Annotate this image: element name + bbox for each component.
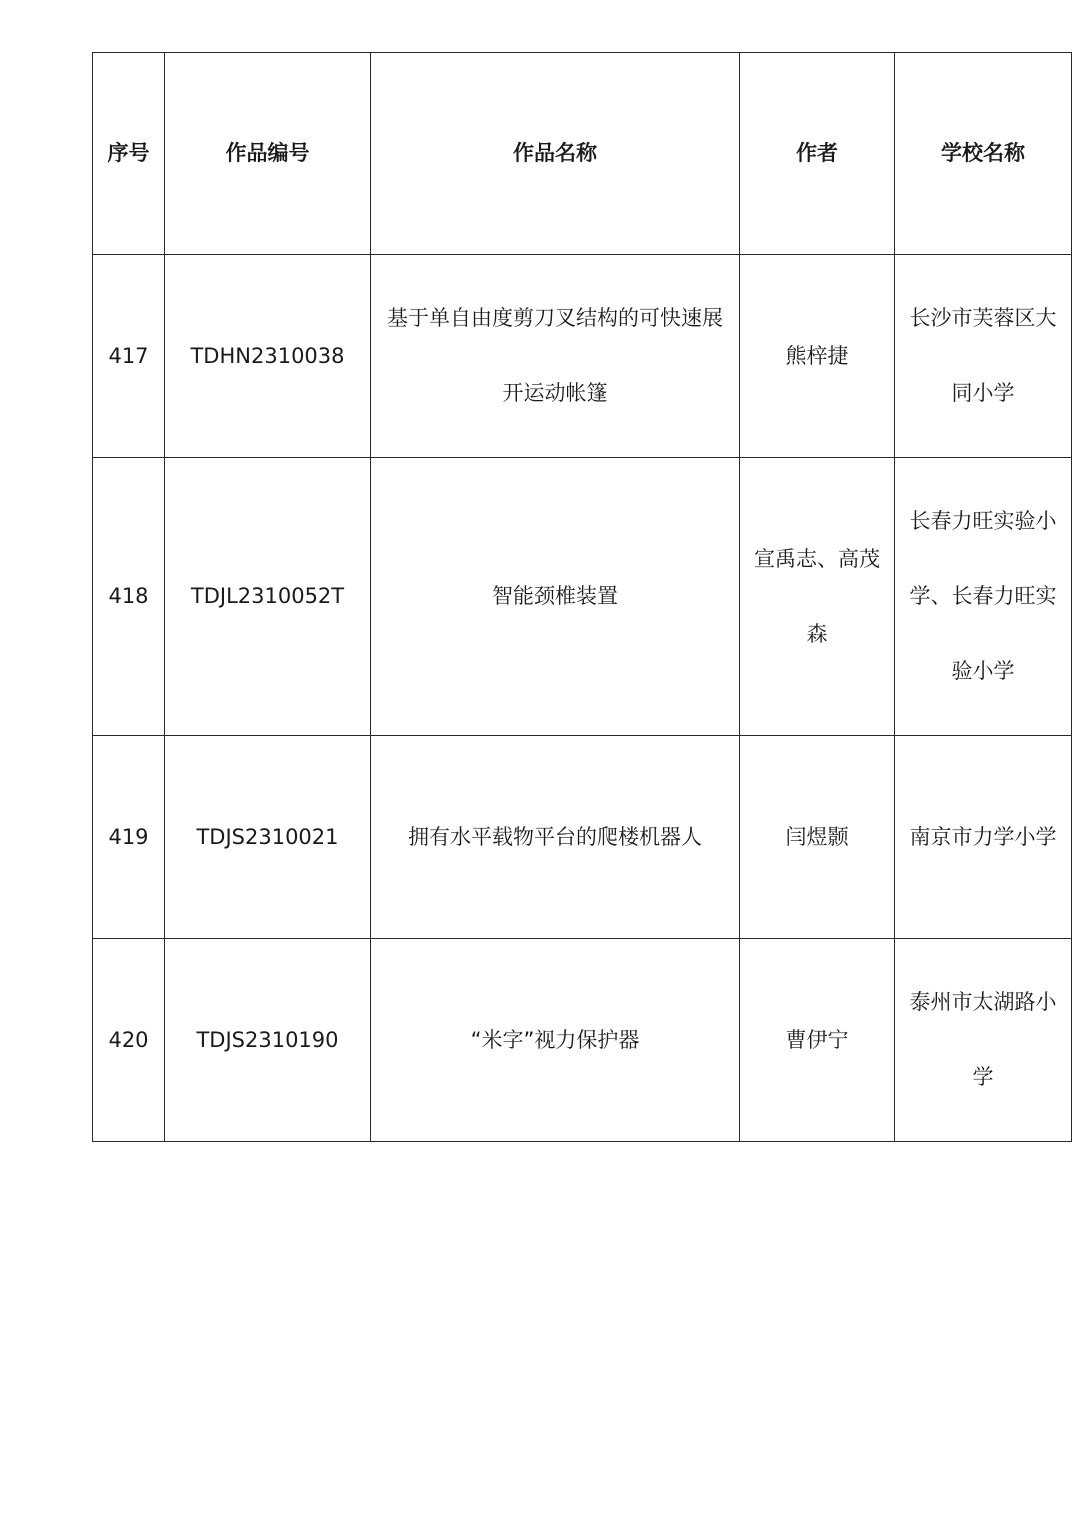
table-row [93,736,1072,939]
awards-table [92,52,1072,1142]
table-row [93,255,1072,458]
cell-name: “米字”视力保护器 [371,939,740,1142]
header-seq: 序号 [93,53,165,255]
table-header [93,53,1072,255]
header-code: 作品编号 [165,53,371,255]
cell-code: TDJL2310052T [165,458,371,736]
cell-author: 曹伊宁 [740,939,895,1142]
header-row [93,53,1072,255]
cell-seq: 418 [93,458,165,736]
table-row [93,458,1072,736]
cell-name: 拥有水平载物平台的爬楼机器人 [371,736,740,939]
cell-author: 宣禹志、高茂森 [740,458,895,736]
cell-school: 长春力旺实验小学、长春力旺实验小学 [895,458,1072,736]
cell-seq: 420 [93,939,165,1142]
table-row [93,939,1072,1142]
header-name: 作品名称 [371,53,740,255]
cell-author: 闫煜颢 [740,736,895,939]
cell-school: 长沙市芙蓉区大同小学 [895,255,1072,458]
cell-author: 熊梓捷 [740,255,895,458]
header-author: 作者 [740,53,895,255]
cell-code: TDJS2310021 [165,736,371,939]
cell-school: 泰州市太湖路小学 [895,939,1072,1142]
cell-seq: 417 [93,255,165,458]
cell-seq: 419 [93,736,165,939]
header-school: 学校名称 [895,53,1072,255]
cell-name: 智能颈椎装置 [371,458,740,736]
cell-code: TDHN2310038 [165,255,371,458]
cell-school: 南京市力学小学 [895,736,1072,939]
table-body [93,255,1072,1142]
cell-name: 基于单自由度剪刀叉结构的可快速展开运动帐篷 [371,255,740,458]
cell-code: TDJS2310190 [165,939,371,1142]
